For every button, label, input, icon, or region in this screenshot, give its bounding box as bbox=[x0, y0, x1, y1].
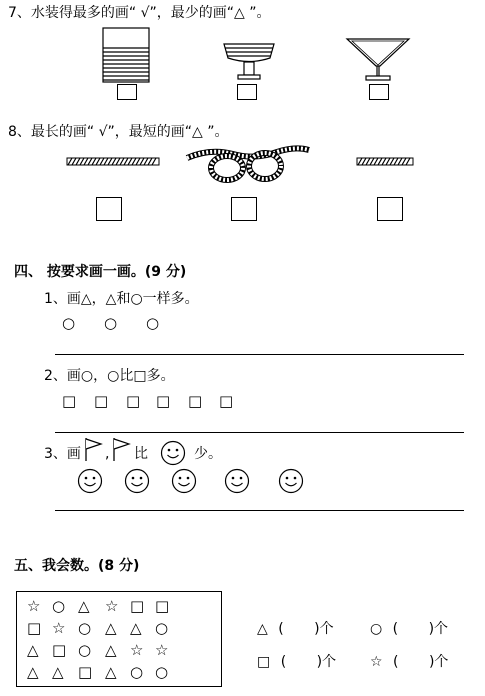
grid-shape: △ bbox=[105, 619, 117, 637]
flag-icon bbox=[84, 436, 104, 462]
answer-box-rope-1[interactable] bbox=[96, 197, 122, 221]
grid-shape: ○ bbox=[52, 597, 66, 615]
square-shape: □ bbox=[156, 392, 171, 410]
grid-shape: △ bbox=[27, 663, 39, 681]
grid-shape: □ bbox=[27, 619, 42, 637]
square-shape: □ bbox=[126, 392, 141, 410]
smiley-face-icon bbox=[160, 440, 186, 466]
grid-shape: ○ bbox=[78, 619, 92, 637]
count-shape: △ bbox=[257, 621, 268, 637]
answer-box-container-3[interactable] bbox=[369, 84, 389, 100]
grid-shape: △ bbox=[130, 619, 142, 637]
circle-shape: ○ bbox=[104, 314, 118, 332]
tall-striped-container-icon bbox=[100, 26, 152, 84]
item-3-suffix: 少。 bbox=[194, 446, 222, 462]
section-5-title: 五、我会数。(8 分) bbox=[14, 558, 140, 574]
count-triangle bbox=[257, 620, 334, 638]
count-close[interactable]: )个 bbox=[428, 654, 449, 670]
square-shape: □ bbox=[188, 392, 203, 410]
item-3-separator: , bbox=[105, 446, 110, 462]
smiley-face-icon bbox=[171, 468, 197, 494]
smiley-face-icon bbox=[77, 468, 103, 494]
section-4-title: 四、 按要求画一画。(9 分) bbox=[14, 264, 187, 280]
count-open: ( bbox=[278, 621, 284, 637]
grid-shape: ○ bbox=[78, 641, 92, 659]
smiley-face-icon bbox=[278, 468, 304, 494]
grid-shape: ☆ bbox=[105, 597, 119, 615]
answer-line-1[interactable] bbox=[55, 354, 464, 355]
goblet-icon bbox=[344, 34, 412, 82]
count-shape: ☆ bbox=[370, 654, 383, 670]
answer-line-3[interactable] bbox=[55, 510, 464, 511]
grid-shape: □ bbox=[155, 597, 170, 615]
answer-box-container-1[interactable] bbox=[117, 84, 137, 100]
grid-shape: □ bbox=[52, 641, 67, 659]
short-rope-icon bbox=[356, 155, 414, 169]
smiley-face-icon bbox=[224, 468, 250, 494]
count-open: ( bbox=[280, 654, 287, 670]
circle-shape: ○ bbox=[62, 314, 76, 332]
smiley-face-icon bbox=[124, 468, 150, 494]
count-shape: ○ bbox=[370, 621, 383, 637]
grid-shape: ○ bbox=[155, 663, 169, 681]
flag-icon bbox=[112, 436, 132, 462]
grid-shape: □ bbox=[78, 663, 93, 681]
answer-box-rope-3[interactable] bbox=[377, 197, 403, 221]
item-3-prefix: 3、画 bbox=[44, 446, 81, 462]
grid-shape: ○ bbox=[130, 663, 144, 681]
bowl-on-stand-icon bbox=[220, 34, 278, 82]
grid-shape: △ bbox=[78, 597, 90, 615]
grid-shape: △ bbox=[105, 641, 117, 659]
square-shape: □ bbox=[219, 392, 234, 410]
grid-shape: △ bbox=[105, 663, 117, 681]
square-shape: □ bbox=[62, 392, 77, 410]
grid-shape: △ bbox=[27, 641, 39, 659]
count-close[interactable]: )个 bbox=[314, 621, 334, 637]
shape-grid-box bbox=[16, 591, 222, 687]
grid-shape: ☆ bbox=[155, 641, 169, 659]
count-star bbox=[370, 653, 448, 671]
count-open: ( bbox=[392, 621, 399, 637]
count-close[interactable]: )个 bbox=[316, 654, 337, 670]
grid-shape: ○ bbox=[155, 619, 169, 637]
count-close[interactable]: )个 bbox=[428, 621, 449, 637]
looped-rope-icon bbox=[185, 140, 311, 186]
grid-shape: △ bbox=[52, 663, 64, 681]
answer-line-2[interactable] bbox=[55, 432, 464, 433]
grid-shape: ☆ bbox=[52, 619, 66, 637]
item-1-text: 1、画△，△和○一样多。 bbox=[44, 291, 199, 307]
item-2-text: 2、画○，○比□多。 bbox=[44, 368, 175, 384]
grid-shape: ☆ bbox=[130, 641, 144, 659]
grid-shape: ☆ bbox=[27, 597, 41, 615]
item-3-compare: 比 bbox=[134, 446, 148, 462]
count-square bbox=[257, 653, 336, 671]
answer-box-rope-2[interactable] bbox=[231, 197, 257, 221]
answer-box-container-2[interactable] bbox=[237, 84, 257, 100]
question-7-text: 7、水装得最多的画“ √”，最少的画“△ ”。 bbox=[8, 5, 271, 21]
grid-shape: □ bbox=[130, 597, 145, 615]
circle-shape: ○ bbox=[146, 314, 160, 332]
count-shape: □ bbox=[257, 654, 271, 670]
question-8-text: 8、最长的画“ √”，最短的画“△ ”。 bbox=[8, 124, 229, 140]
count-circle bbox=[370, 620, 448, 638]
count-open: ( bbox=[393, 654, 399, 670]
square-shape: □ bbox=[94, 392, 109, 410]
short-rope-icon bbox=[66, 155, 160, 169]
